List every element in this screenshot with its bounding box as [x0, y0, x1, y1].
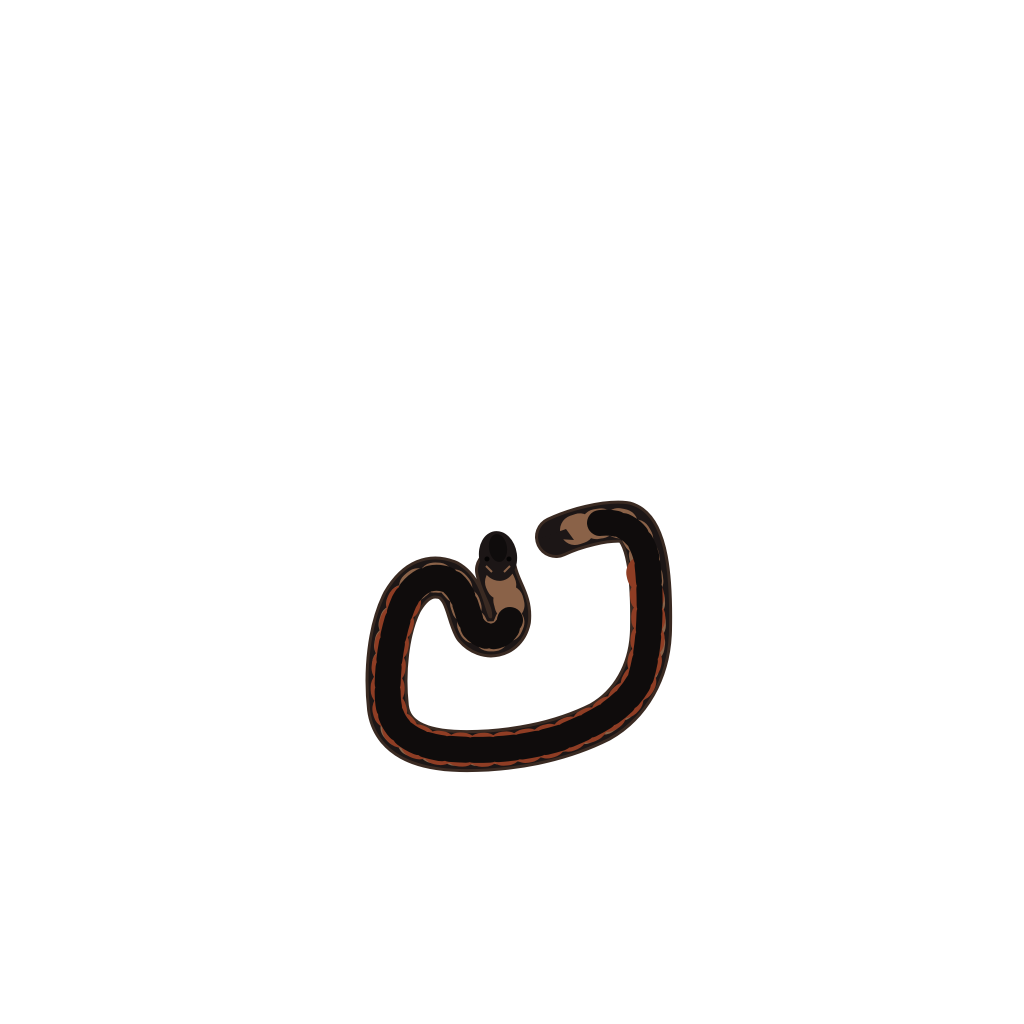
snake-eye-left	[485, 557, 490, 562]
snake-body	[387, 522, 652, 751]
snake-eye-right	[507, 557, 512, 562]
